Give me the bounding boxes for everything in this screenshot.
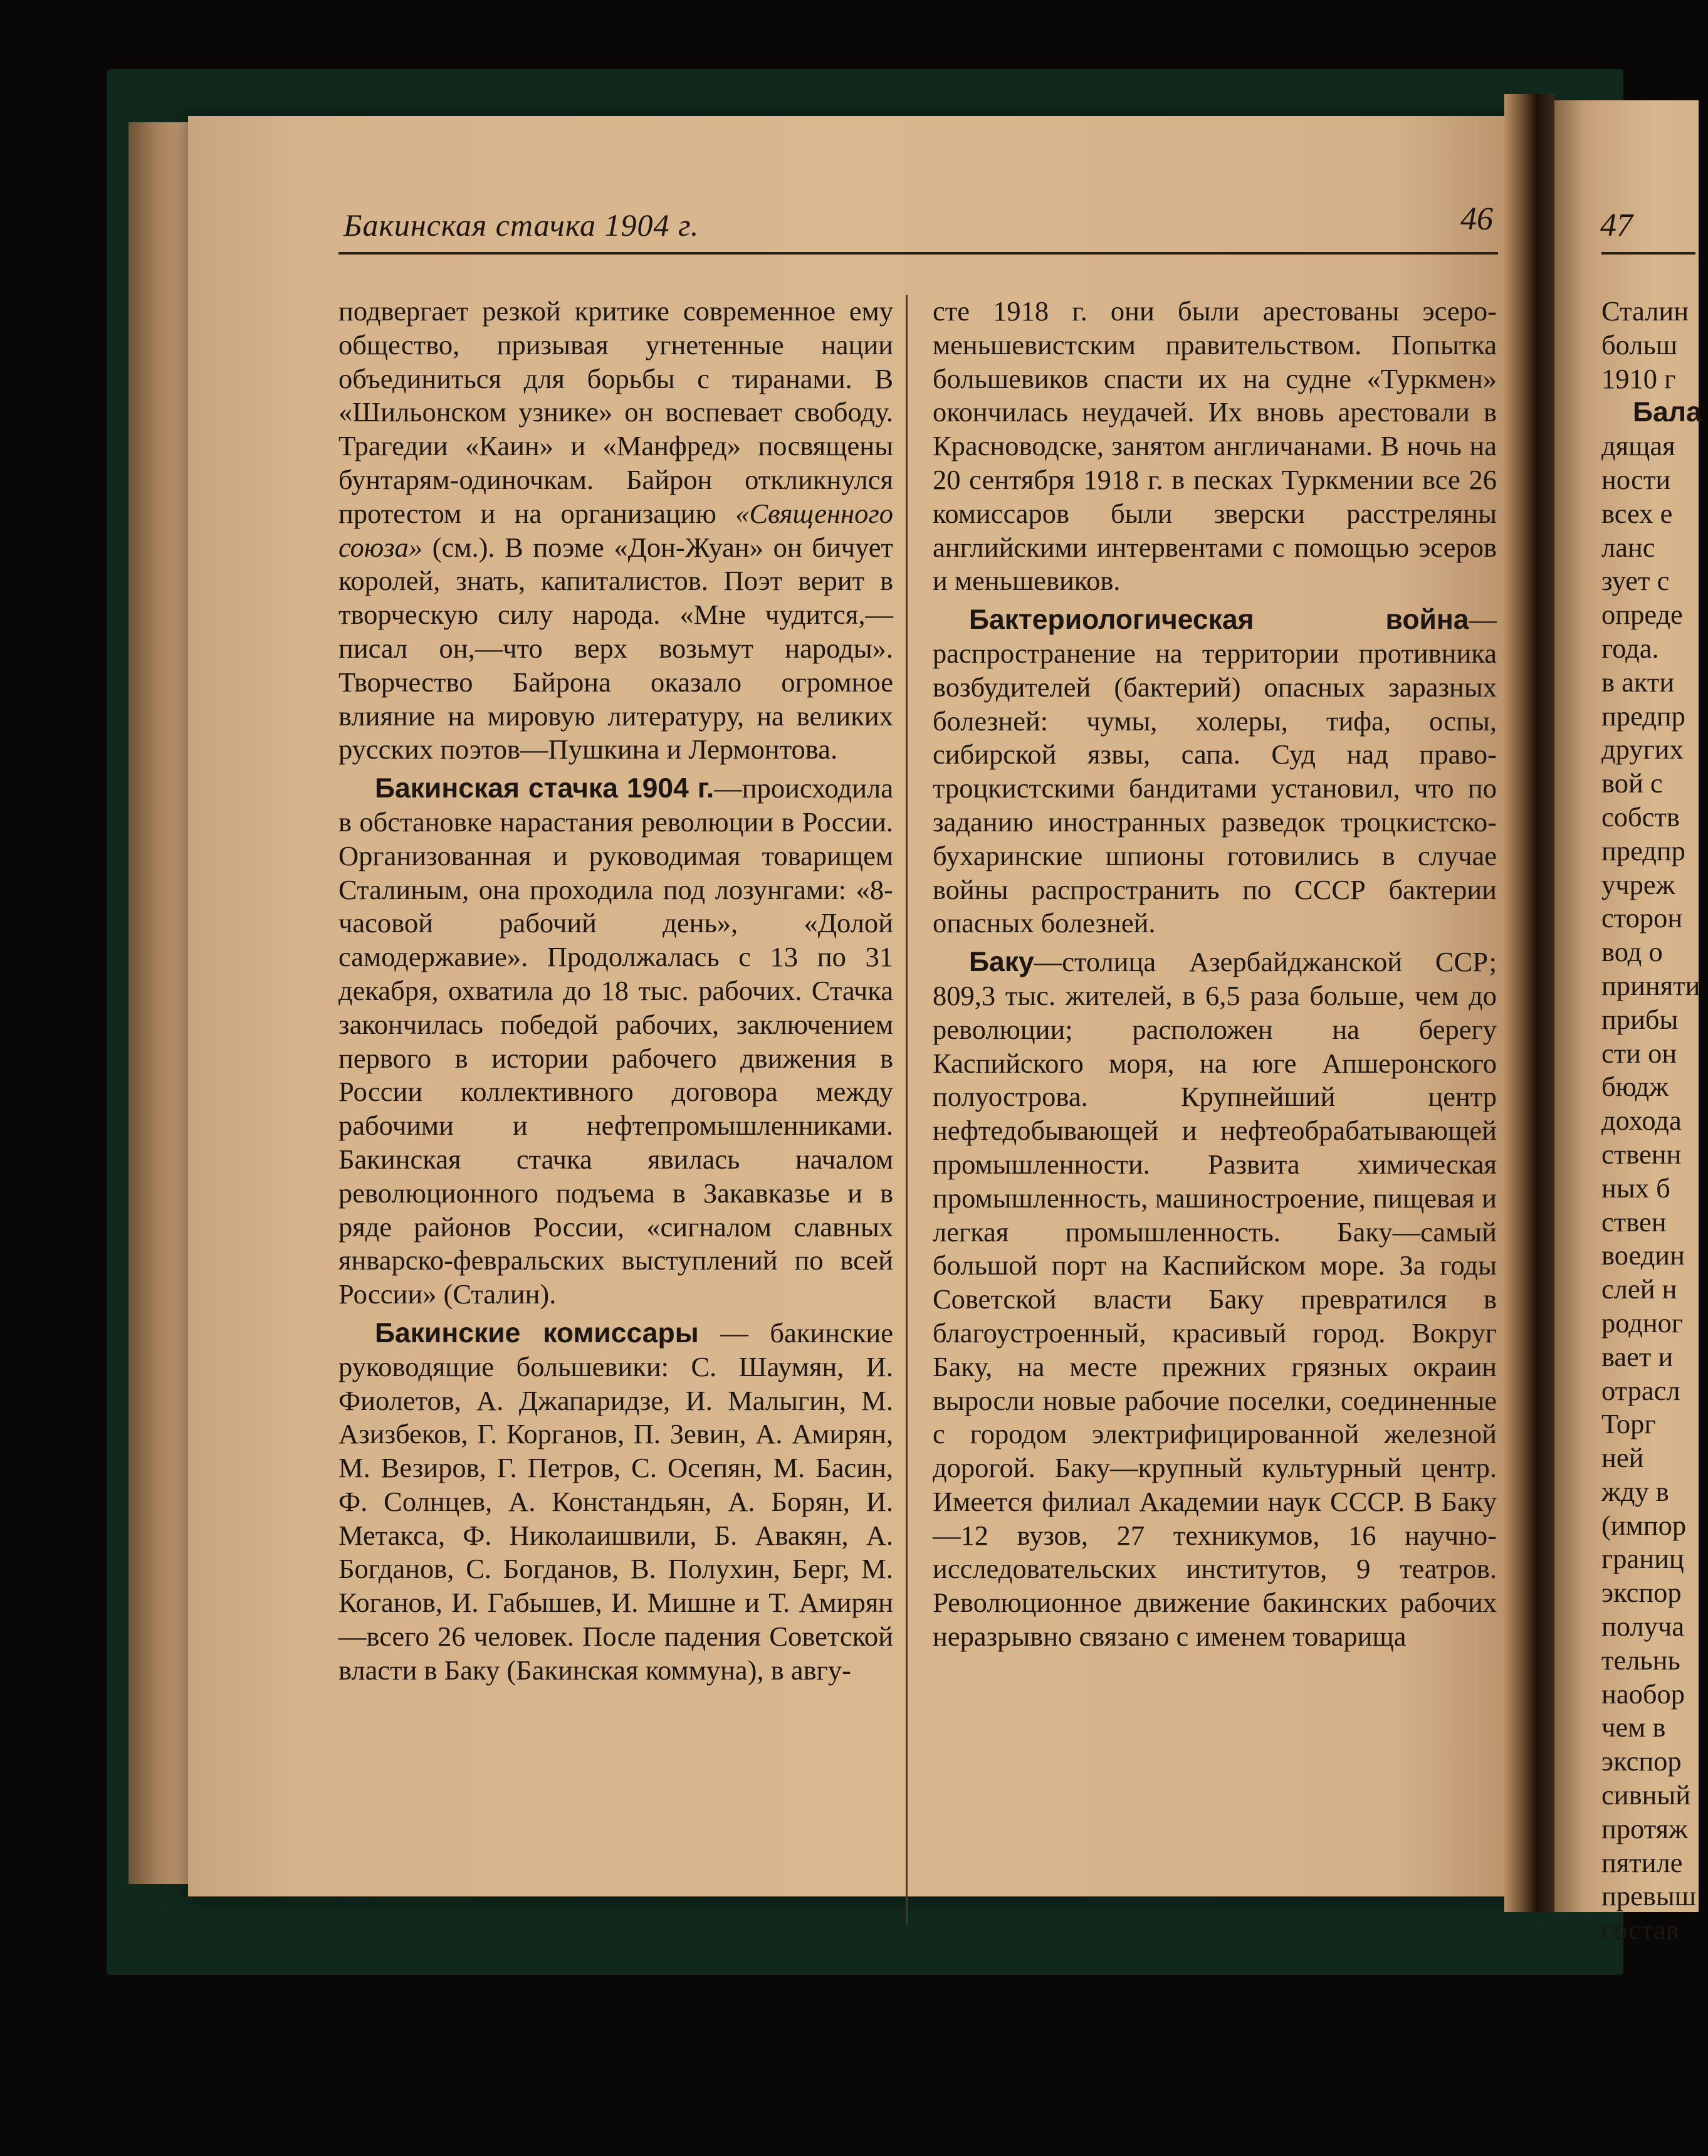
entry-text: —происходила в обстановке нарастания революции в России. Организованная и руководимая товарищем Сталиным, она проходила под лозунгами: «8-часовой рабочий день», «Долой самодержавие». Продолжалась с 13 по 31 декабря, охватила до 18 тыс. рабочих. Стачка закончилась победой рабочих, заключением первого в истории рабочего движения в России коллективного договора между рабочими и нефтепромышленниками. Бакинская стачка явилась началом революционного подъема в Закавказье и в ряде районов России, «сигналом славных январско-февральских выступлений по всей России» (Сталин).: [338, 772, 893, 1310]
line-fragment: больш: [1601, 329, 1678, 360]
text-column-3-partial: [1601, 295, 1708, 1947]
entry-baku: [933, 945, 1497, 1654]
line-fragment: чем в: [1601, 1712, 1666, 1743]
line-fragment: ствен: [1601, 1206, 1667, 1238]
entry-baku-strike: [338, 772, 893, 1312]
line-fragment: границ: [1601, 1543, 1684, 1575]
line-fragment: жду в: [1601, 1475, 1669, 1507]
header-rule: [338, 252, 1498, 255]
line-fragment: ственн: [1601, 1138, 1682, 1170]
entry-baku-commissars: [338, 1317, 893, 1688]
line-fragment: ности: [1601, 463, 1671, 495]
book-gutter: [1504, 94, 1554, 1912]
italic-reference: «Священного союза»: [338, 497, 893, 563]
line-fragment: превыш: [1601, 1880, 1696, 1912]
text-column-2: [933, 295, 1497, 1654]
continued-entry: [933, 295, 1497, 598]
entry-headword: Баку: [969, 947, 1034, 978]
line-fragment: ней: [1601, 1442, 1644, 1474]
line-fragment: воедин: [1601, 1239, 1685, 1271]
entry-headword: Бактериологическая война: [969, 604, 1469, 636]
line-fragment: протяж: [1601, 1812, 1688, 1844]
entry-text: (см.). В поэме «Дон-Жуан» он бичует королей, знать, капиталистов. Поэт верит в творческую силу народа. «Мне чудится,—писал он,—что верх возьмут народы». Творчество Байрона оказало огромное влияние на мировую литературу, на великих русских поэтов—Пушкина и Лермонтова.: [338, 531, 893, 765]
line-fragment: тельнь: [1601, 1644, 1680, 1676]
line-fragment: ланс: [1601, 531, 1655, 563]
running-head: Бакинская стачка 1904 г.: [343, 208, 699, 243]
line-fragment: сивный: [1601, 1779, 1691, 1811]
line-fragment: 1910 г: [1601, 362, 1676, 394]
line-fragment: всех е: [1601, 497, 1673, 529]
left-page-number: 46: [1460, 201, 1493, 237]
line-fragment: предпр: [1601, 834, 1685, 866]
line-fragment: других: [1601, 734, 1684, 765]
line-fragment: Торг: [1601, 1408, 1656, 1440]
line-fragment: прибы: [1601, 1003, 1679, 1035]
line-fragment: сторон: [1601, 902, 1683, 934]
line-fragment: зует с: [1601, 565, 1670, 597]
line-fragment: отрасл: [1601, 1374, 1680, 1406]
entry-text: подвергает резкой критике современное ему общество, призывая угнетенные нации объединиться для борьбы с тиранами. В «Шильонском узнике» он воспевает свободу. Трагедии «Каин» и «Манфред» посвящены бунтарям-одиночкам. Байрон откликнулся протестом и на организацию: [338, 295, 893, 529]
line-fragment: вает и: [1601, 1340, 1674, 1372]
line-fragment: в акти: [1601, 666, 1675, 698]
entry-headword: Бакинские комиссары: [375, 1317, 699, 1349]
entry-text: сте 1918 г. они были арестованы эсеро-меньшевистским правительством. Попытка большевиков спасти их на судне «Туркмен» окончилась неудачей. Их вновь арестовали в Красноводске, занятом англичанами. В ночь на 20 сентября 1918 г. в песках Туркмении все 26 комиссаров были зверски расстреляны английскими интервентами с помощью эсеров и меньшевиков.: [933, 295, 1497, 597]
line-fragment: бюдж: [1601, 1071, 1669, 1103]
line-fragment: Сталин: [1601, 295, 1689, 327]
line-fragment: экспор: [1601, 1577, 1682, 1609]
line-fragment: вой с: [1601, 767, 1663, 799]
line-fragment: ных б: [1601, 1172, 1670, 1204]
right-page-number: 47: [1600, 208, 1633, 243]
line-fragment: Бала: [1633, 397, 1702, 428]
entry-text: — бакинские руководящие большевики: С. Шаумян, И. Фиолетов, А. Джапаридзе, И. Малыгин, М. Азизбеков, Г. Корганов, П. Зевин, А. Амирян, М. Везиров, Г. Петров, С. Осепян, М. Басин, Ф. Солнцев, А. Констандьян, А. Борян, И. Метакса, Ф. Николаишвили, Б. Авакян, А. Богданов, С. Богданов, В. Полухин, Берг, М. Коганов, И. Габышев, И. Мишне и Т. Амирян—всего 26 человек. После падения Советской власти в Баку (Бакинская коммуна), в авгу-: [338, 1317, 893, 1686]
line-fragment: предпр: [1601, 700, 1685, 732]
entry-headword: Бакинская стачка 1904 г.: [375, 773, 715, 804]
line-fragment: дящая: [1601, 430, 1675, 462]
header-rule-right: [1601, 252, 1695, 255]
line-fragment: учреж: [1601, 868, 1675, 900]
line-fragment: года.: [1601, 632, 1659, 664]
line-fragment: наобор: [1601, 1678, 1685, 1710]
line-fragment: опреде: [1601, 599, 1683, 631]
line-fragment: состав: [1601, 1914, 1679, 1946]
line-fragment: слей н: [1601, 1273, 1677, 1305]
line-fragment: приняти: [1601, 969, 1700, 1001]
entry-bacteriological-war: [933, 603, 1497, 940]
line-fragment: сти он: [1601, 1037, 1677, 1069]
line-fragment: получа: [1601, 1611, 1685, 1643]
entry-text: —распространение на территории противника возбудителей (бактерий) опасных заразных болезней: чумы, холеры, тифа, оспы, сибирской язвы, сапа. Суд над право-троцкистскими бандитами установил, что по заданию иностранных разведок троцкистско-бухаринские шпионы готовились в случае войны распространить по СССР бактерии опасных болезней.: [933, 604, 1497, 939]
line-fragment: пятиле: [1601, 1846, 1683, 1878]
column-divider: [906, 295, 908, 1925]
line-fragment: дохода: [1601, 1105, 1682, 1137]
line-fragment: родног: [1601, 1307, 1684, 1338]
line-fragment: экспор: [1601, 1745, 1682, 1777]
entry-text: —столица Азербайджанской ССР; 809,3 тыс. жителей, в 6,5 раза больше, чем до революции; расположен на берегу Каспийского моря, на юге Апшеронского полуострова. Крупнейший центр нефтедобывающей и нефтеобрабатывающей промышленности. Развита химическая промышленность, машиностроение, пищевая и легкая промышленность. Баку—самый большой порт на Каспийском море. За годы Советской власти Баку превратился в благоустроенный, красивый город. Вокруг Баку, на месте прежних грязных окраин выросли новые рабочие поселки, соединенные с городом электрифицированной железной дорогой. Баку—крупный культурный центр. Имеется филиал Академии наук СССР. В Баку—12 вузов, 27 техникумов, 16 научно-исследовательских институтов, 9 театров. Революционное движение бакинских рабочих неразрывно связано с именем товарища: [933, 946, 1497, 1653]
continued-entry: [338, 295, 893, 767]
text-column-1: [338, 295, 893, 1688]
line-fragment: собств: [1601, 801, 1680, 833]
line-fragment: вод о: [1601, 936, 1663, 968]
line-fragment: (импор: [1601, 1509, 1687, 1541]
